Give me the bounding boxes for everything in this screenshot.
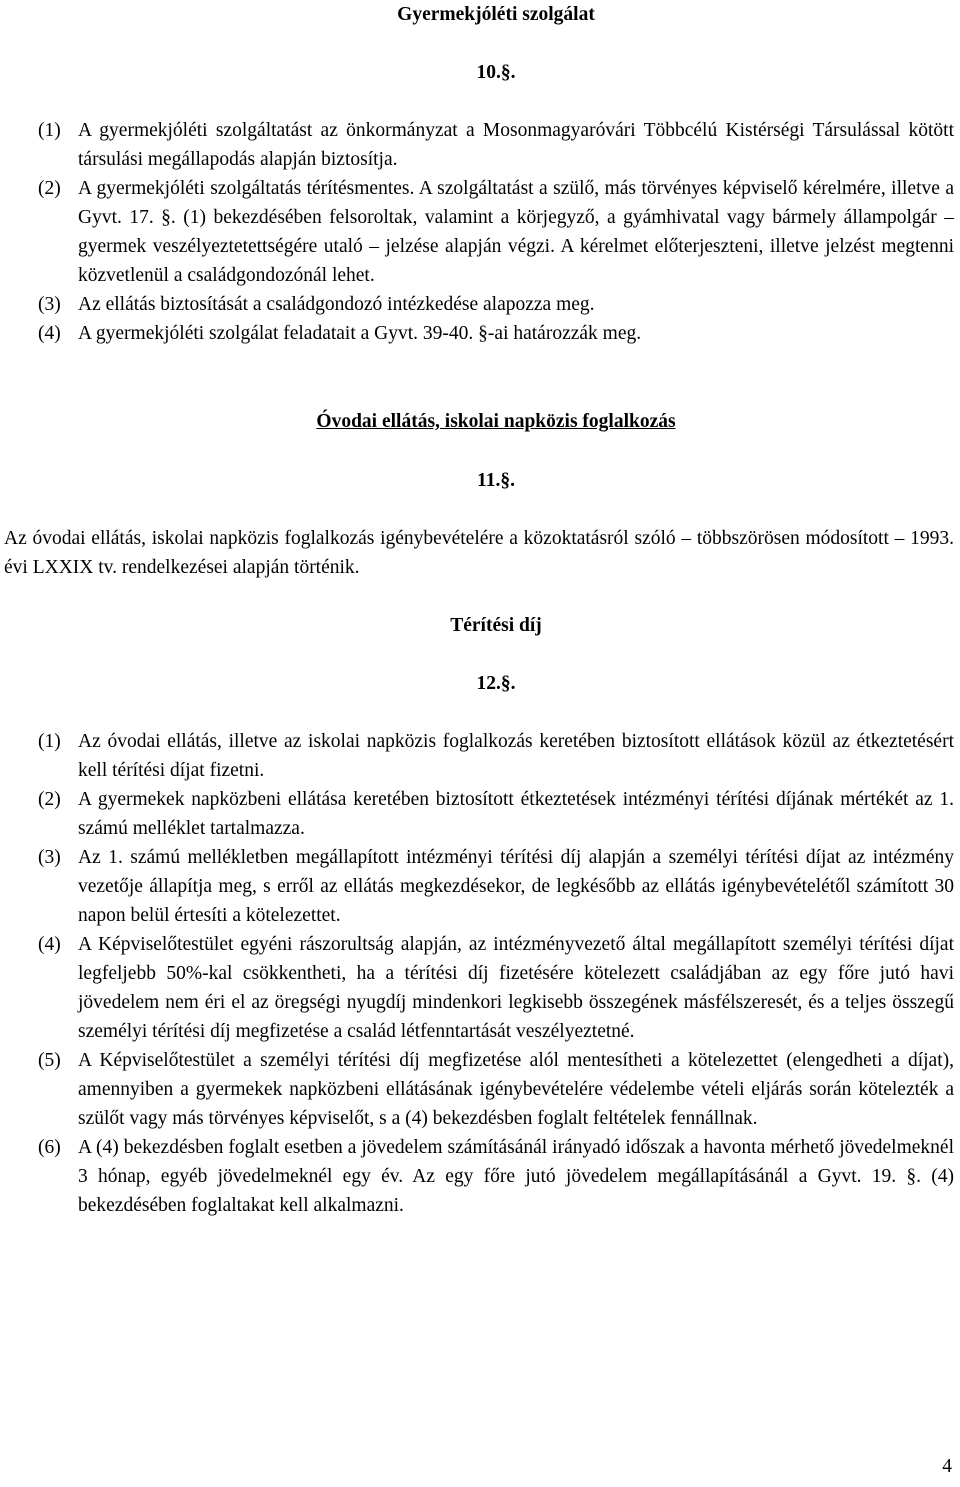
item-number: (1)	[38, 731, 61, 752]
item-text: A Képviselőtestület egyéni rászorultság alapján, az intézményvezető által megállapított személyi térítési díjat legfeljebb 50%-kal csökkentheti, ha a térítési díj fizetésére kötelezett családjában az egy főre jutó havi jövedelem nem éri el az öregségi nyugdíj mindenkori legkisebb összegének másfélszeresét, és a teljes összegű személyi térítési díj megfizetése a család létfenntartását veszélyeztetné.	[78, 934, 954, 1042]
list-item	[38, 174, 954, 290]
item-number: (1)	[38, 120, 61, 141]
section-number-11: 11.§.	[477, 470, 515, 491]
list-item	[38, 843, 954, 930]
item-number: (4)	[38, 323, 61, 344]
item-text: A gyermekjóléti szolgáltatás térítésmentes. A szolgáltatást a szülő, más törvényes képviselő kérelmére, illetve a Gyvt. 17. §. (1) bekezdésében felsoroltak, valamint a körjegyző, a gyámhivatal vagy bármely állampolgár – gyermek veszélyeztetettségére utaló – jelzése alapján végzi. A kérelmet előterjeszteni, illetve jelzést megtenni közvetlenül a családgondozónál lehet.	[78, 178, 954, 286]
item-text: Az ellátás biztosítását a családgondozó intézkedése alapozza meg.	[78, 294, 595, 315]
item-text: A gyermekek napközbeni ellátása keretében biztosított étkeztetések intézményi térítési díjának mértékét az 1. számú melléklet tartalmazza.	[78, 789, 954, 839]
list-item	[38, 727, 954, 785]
section1-list	[38, 116, 954, 348]
item-number: (6)	[38, 1137, 61, 1158]
section-title-gyermekjoleti: Gyermekjóléti szolgálat	[397, 4, 595, 25]
item-text: Az óvodai ellátás, illetve az iskolai napközis foglalkozás keretében biztosított ellátások közül az étkeztetésért kell térítési díjat fizetni.	[78, 731, 954, 781]
item-number: (5)	[38, 1050, 61, 1071]
section-title-ovodai: Óvodai ellátás, iskolai napközis foglalkozás	[316, 411, 676, 432]
item-number: (3)	[38, 847, 61, 868]
item-number: (2)	[38, 789, 61, 810]
list-item	[38, 290, 954, 319]
item-number: (2)	[38, 178, 61, 199]
section2-paragraph: Az óvodai ellátás, iskolai napközis foglalkozás igénybevételére a közoktatásról szóló – többszörösen módosított – 1993. évi LXXIX tv. rendelkezései alapján történik.	[4, 528, 954, 578]
list-item	[38, 1133, 954, 1220]
item-number: (4)	[38, 934, 61, 955]
item-text: Az 1. számú mellékletben megállapított intézményi térítési díj alapján a személyi térítési díjat az intézmény vezetője állapítja meg, s erről az ellátás megkezdésekor, de legkésőbb az ellátás igénybevételétől számított 30 napon belül értesíti a kötelezettet.	[78, 847, 954, 926]
list-item	[38, 1046, 954, 1133]
section-title-teritesi-dij: Térítési díj	[450, 615, 542, 636]
item-text: A Képviselőtestület a személyi térítési díj megfizetése alól mentesítheti a kötelezettet (elengedheti a díjat), amennyiben a gyermekek napközbeni ellátásának igénybevételére védelembe vételi eljárás során kötelezték a szülőt vagy más törvényes képviselőt, s a (4) bekezdésben foglalt feltételek fennállnak.	[78, 1050, 954, 1129]
page-number: 4	[942, 1456, 952, 1477]
section3-list	[38, 727, 954, 1220]
list-item	[38, 930, 954, 1046]
section-number-12: 12.§.	[476, 673, 516, 694]
list-item	[38, 319, 954, 348]
section-number-10: 10.§.	[476, 62, 516, 83]
list-item	[38, 785, 954, 843]
item-number: (3)	[38, 294, 61, 315]
item-text: A gyermekjóléti szolgálat feladatait a Gyvt. 39-40. §-ai határozzák meg.	[78, 323, 642, 344]
item-text: A (4) bekezdésben foglalt esetben a jövedelem számításánál irányadó időszak a havonta mérhető jövedelmeknél 3 hónap, egyéb jövedelmeknél egy év. Az egy főre jutó jövedelem megállapításánál a Gyvt. 19. §. (4) bekezdésében foglaltakat kell alkalmazni.	[78, 1137, 954, 1216]
item-text: A gyermekjóléti szolgáltatást az önkormányzat a Mosonmagyaróvári Többcélú Kistérségi Társulással kötött társulási megállapodás alapján biztosítja.	[78, 120, 954, 170]
list-item	[38, 116, 954, 174]
